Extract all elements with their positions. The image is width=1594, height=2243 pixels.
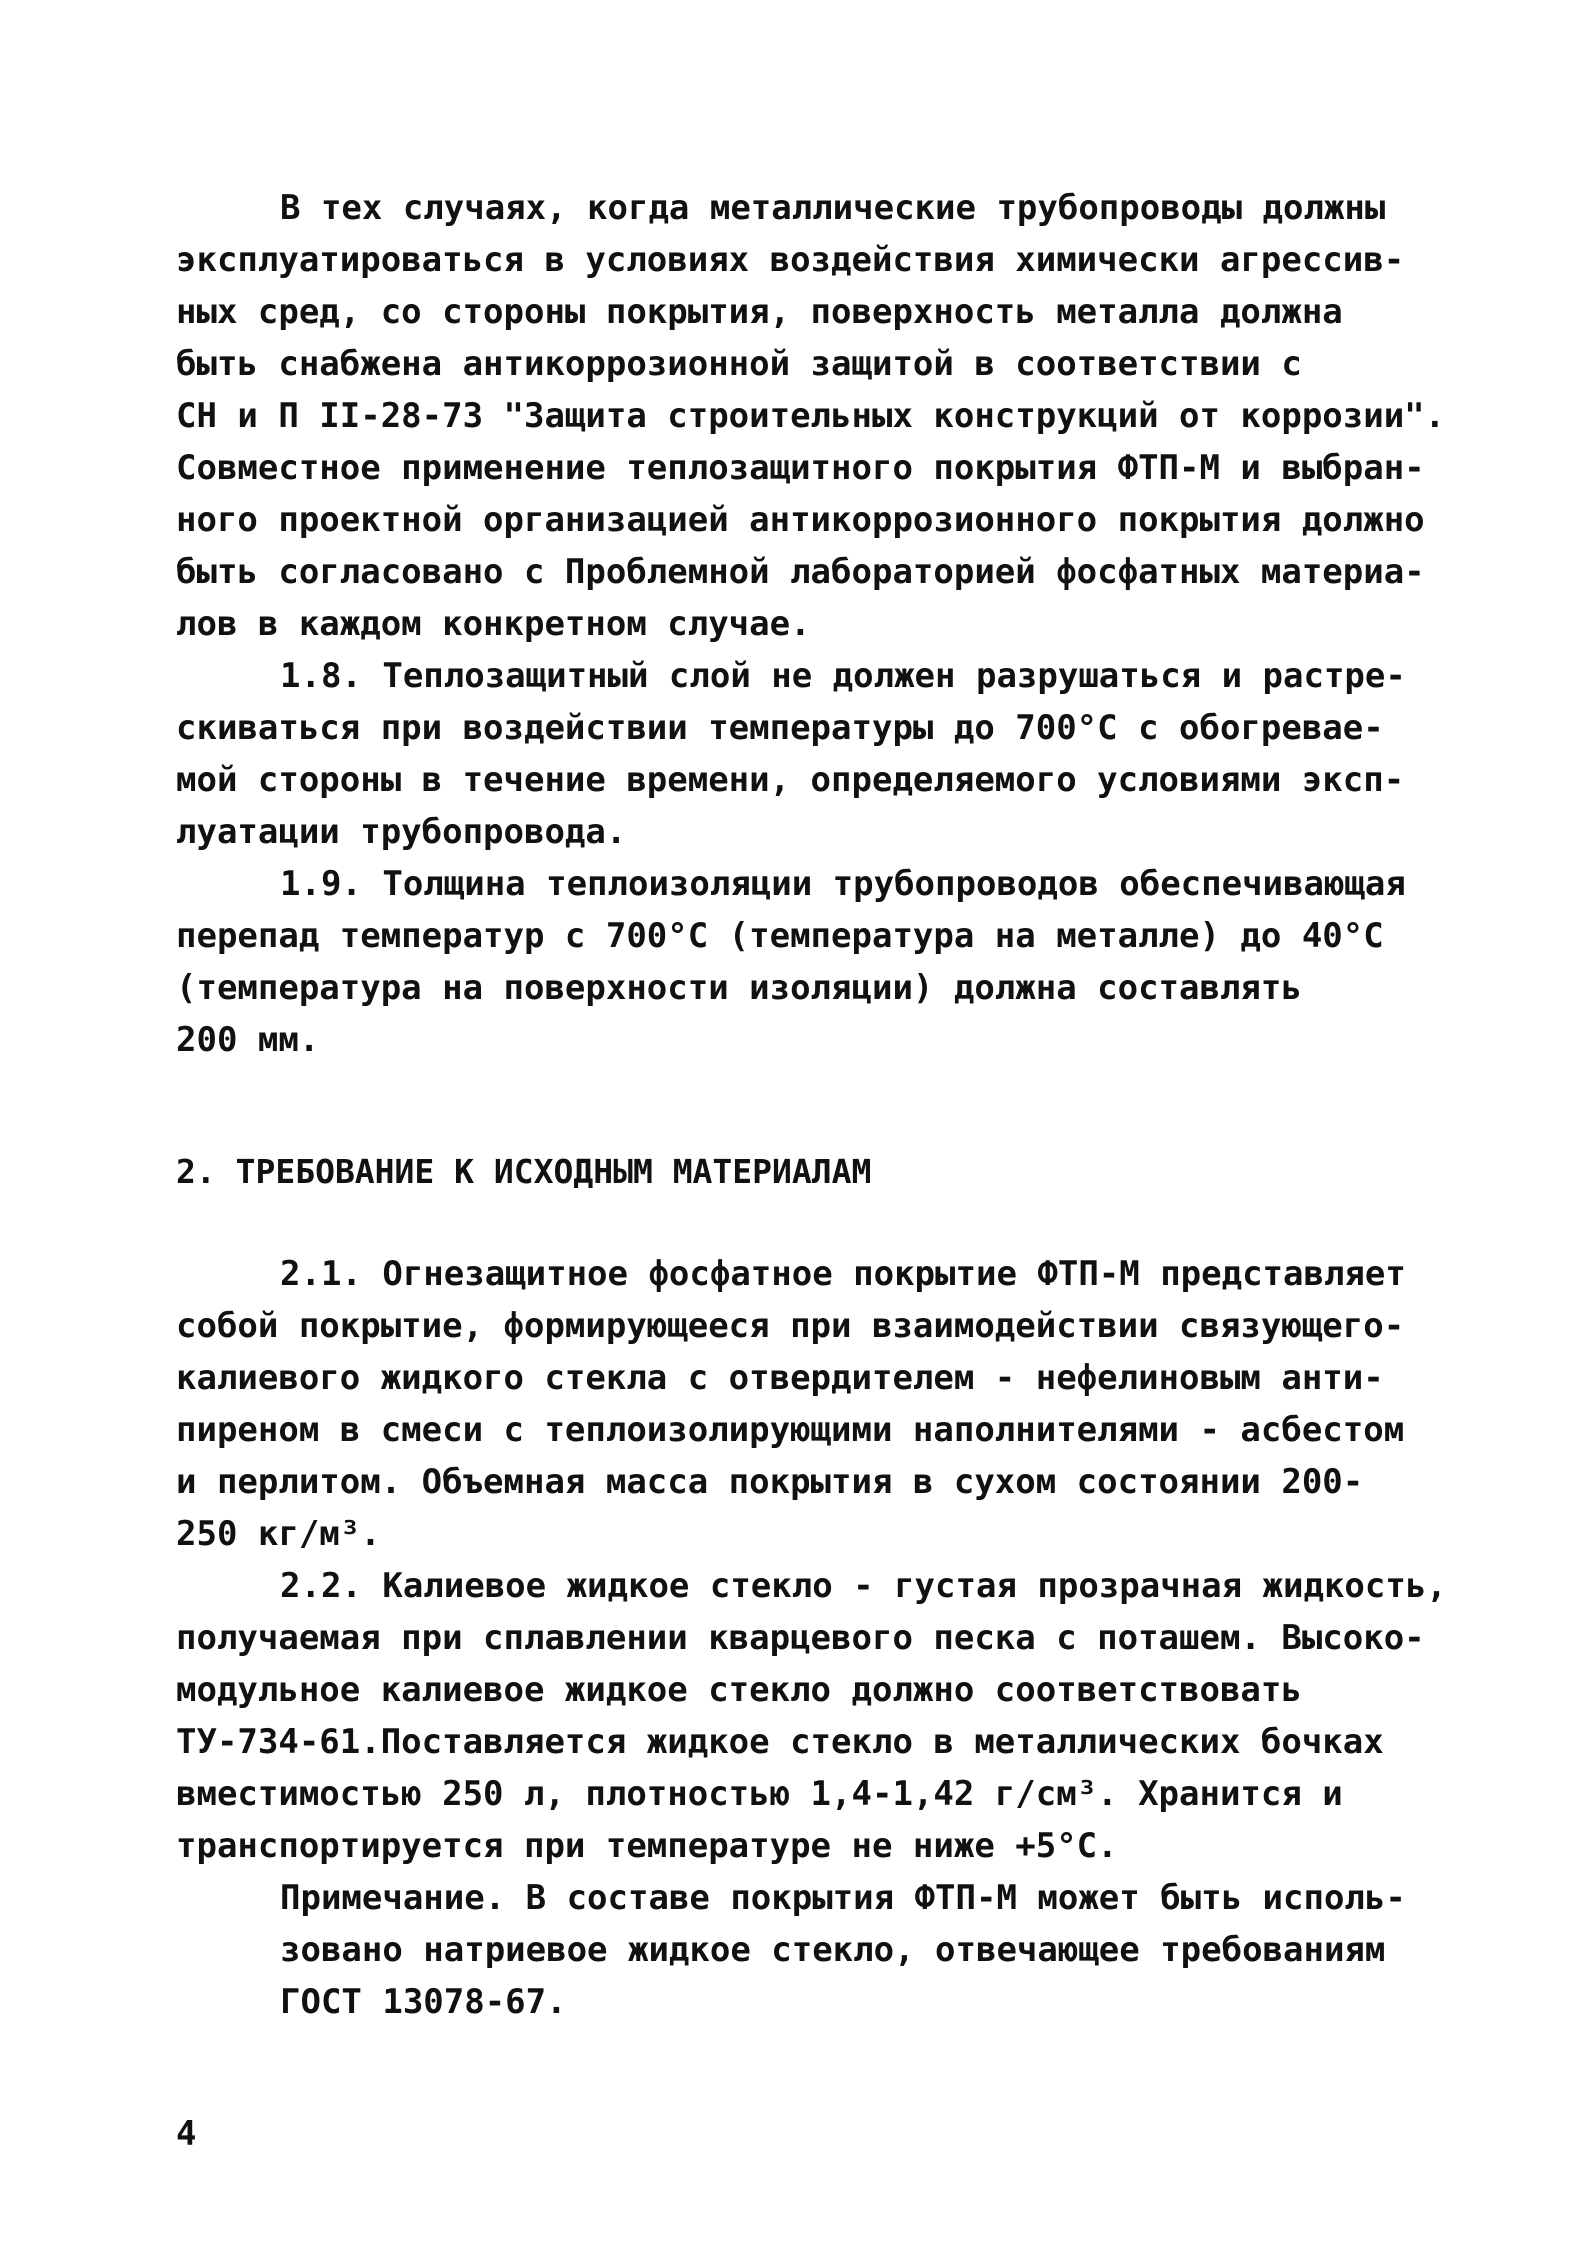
text-line: быть согласовано с Проблемной лабораторией фосфатных материа-	[176, 552, 1425, 592]
text-line: 2.2. Калиевое жидкое стекло - густая прозрачная жидкость,	[280, 1566, 1447, 1606]
text-line: лов в каждом конкретном случае.	[176, 604, 811, 644]
text-line: эксплуатироваться в условиях воздействия химически агрессив-	[176, 240, 1405, 280]
text-line: собой покрытие, формирующееся при взаимодействии связующего-	[176, 1306, 1405, 1346]
text-line: транспортируется при температуре не ниже +5°C.	[176, 1826, 1118, 1866]
text-line: 200 мм.	[176, 1020, 320, 1060]
text-line: луатации трубопровода.	[176, 812, 627, 852]
text-line: 1.9. Толщина теплоизоляции трубопроводов обеспечивающая	[280, 864, 1406, 904]
page-number: 4	[176, 2114, 197, 2154]
note-line: Примечание. В составе покрытия ФТП-М может быть исполь-	[280, 1878, 1406, 1918]
text-line: перепад температур с 700°C (температура на металле) до 40°C	[176, 916, 1384, 956]
text-line: 2.1. Огнезащитное фосфатное покрытие ФТП-М представляет	[280, 1254, 1406, 1294]
text-line: мой стороны в течение времени, определяемого условиями эксп-	[176, 760, 1405, 800]
text-line: пиреном в смеси с теплоизолирующими наполнителями - асбестом	[176, 1410, 1405, 1450]
text-line: В тех случаях, когда металлические трубопроводы должны	[280, 188, 1386, 228]
text-line: получаемая при сплавлении кварцевого песка с поташем. Высоко-	[176, 1618, 1425, 1658]
text-line: 250 кг/м³.	[176, 1514, 381, 1554]
text-line: (температура на поверхности изоляции) должна составлять	[176, 968, 1302, 1008]
text-line: ного проектной организацией антикоррозионного покрытия должно	[176, 500, 1425, 540]
note-line: зовано натриевое жидкое стекло, отвечающее требованиям	[280, 1930, 1386, 1970]
text-line: вместимостью 250 л, плотностью 1,4-1,42 г/см³. Хранится и	[176, 1774, 1343, 1814]
text-line: Совместное применение теплозащитного покрытия ФТП-М и выбран-	[176, 448, 1425, 488]
text-line: 1.8. Теплозащитный слой не должен разрушаться и растре-	[280, 656, 1406, 696]
section-heading: 2. ТРЕБОВАНИЕ К ИСХОДНЫМ МАТЕРИАЛАМ	[176, 1152, 872, 1191]
text-line: ных сред, со стороны покрытия, поверхность металла должна	[176, 292, 1343, 332]
text-line: и перлитом. Объемная масса покрытия в сухом состоянии 200-	[176, 1462, 1364, 1502]
note-line: ГОСТ 13078-67.	[280, 1982, 567, 2022]
text-line: скиваться при воздействии температуры до 700°C с обогревае-	[176, 708, 1384, 748]
text-line: СН и П II-28-73 "Защита строительных конструкций от коррозии".	[176, 396, 1446, 436]
text-line: ТУ-734-61.Поставляется жидкое стекло в металлических бочках	[176, 1722, 1384, 1762]
text-line: калиевого жидкого стекла с отвердителем - нефелиновым анти-	[176, 1358, 1384, 1398]
text-line: модульное калиевое жидкое стекло должно соответствовать	[176, 1670, 1302, 1710]
text-line: быть снабжена антикоррозионной защитой в соответствии с	[176, 344, 1302, 384]
